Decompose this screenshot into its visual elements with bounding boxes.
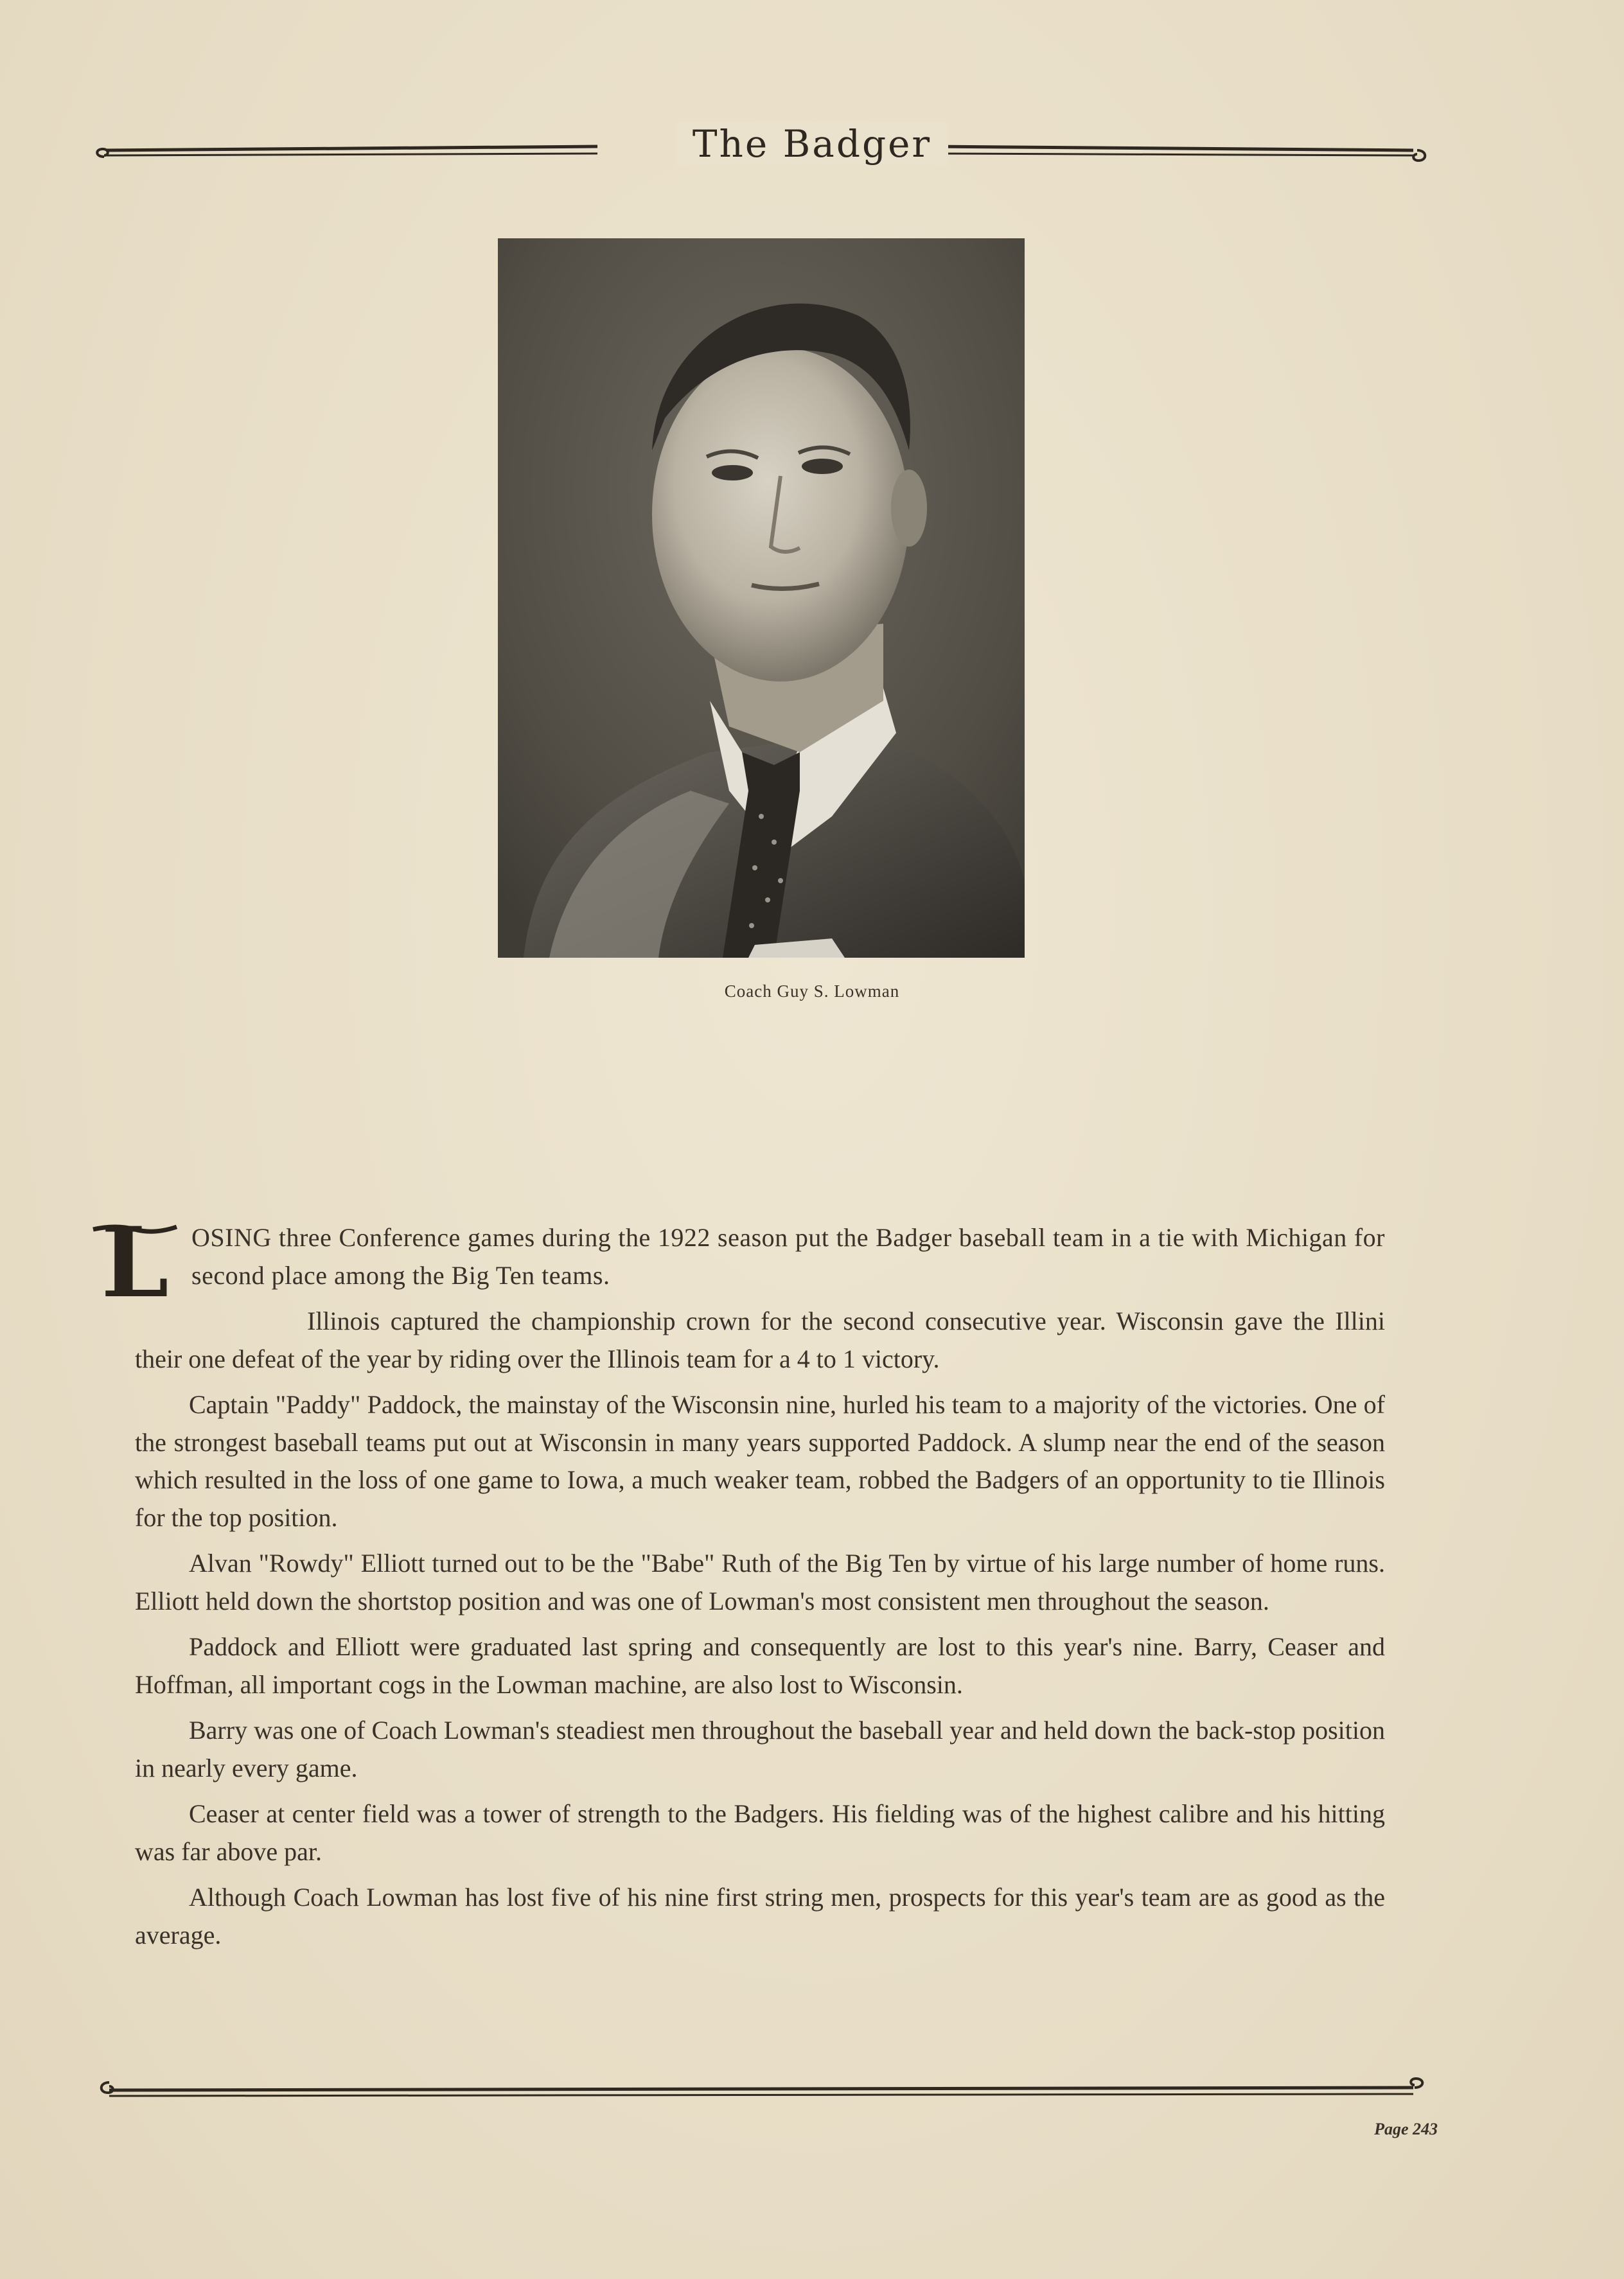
article-paragraph-7: Ceaser at center field was a tower of strength to the Badgers. His fielding was of the highest calibre and his hitting was far above par. (135, 1799, 1385, 1866)
running-header (0, 122, 1624, 166)
dropcap-letter: L (101, 1220, 169, 1304)
page-number: Page 243 (1374, 2120, 1438, 2138)
article-body (101, 1219, 1385, 1962)
portrait-photo (498, 238, 1025, 958)
footer-rule-ornament (90, 2075, 1439, 2107)
paragraph-text: OSING three Conference games during the 1922 season put the Badger baseball team in a tie with Michigan for second place among the Big Ten teams. (191, 1223, 1385, 1290)
article-paragraph-2: Illinois captured the championship crown for the second consecutive year. Wisconsin gave the Illini their one defeat of the year by riding over the Illinois team for a 4 to 1 victory. (135, 1307, 1385, 1373)
article-paragraph-3: Captain "Paddy" Paddock, the mainstay of the Wisconsin nine, hurled his team to a majority of the victories. One of the strongest baseball teams put out at Wisconsin in many years supported Paddock. A slump near the end of the season which resulted in the loss of one game to Iowa, a much weaker team, robbed the Badgers of an opportunity to tie Illinois for the top position. (135, 1390, 1385, 1532)
article-paragraph-4: Alvan "Rowdy" Elliott turned out to be the "Babe" Ruth of the Big Ten by virtue of his large number of home runs. Elliott held down the shortstop position and was one of Lowman's most consistent men throughout the season. (135, 1549, 1385, 1615)
article-paragraph-1 (101, 1219, 1385, 1304)
article-paragraph-5: Paddock and Elliott were graduated last spring and consequently are lost to this year's nine. Barry, Ceaser and Hoffman, all important cogs in the Lowman machine, are also lost to Wisconsin. (135, 1632, 1385, 1699)
header-title: The Badger (676, 122, 948, 166)
dropcap-letter-l (90, 1220, 180, 1304)
article-paragraph-8: Although Coach Lowman has lost five of his nine first string men, prospects for this year's team are as good as the average. (135, 1883, 1385, 1949)
portrait-image (498, 238, 1025, 958)
photo-caption: Coach Guy S. Lowman (724, 981, 900, 1001)
article-paragraph-6: Barry was one of Coach Lowman's steadiest men throughout the baseball year and held down the back-stop position in nearly every game. (135, 1716, 1385, 1782)
